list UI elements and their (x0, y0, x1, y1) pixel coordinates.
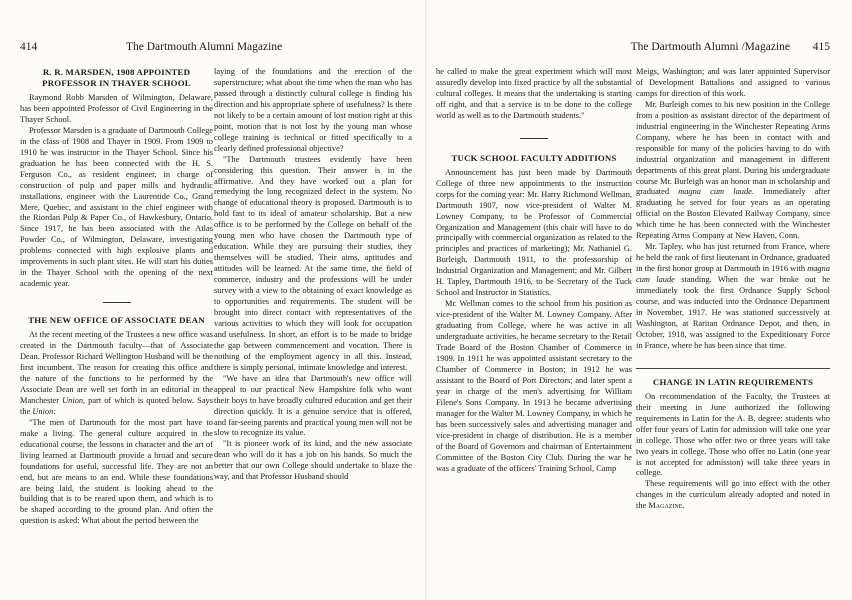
italic-text: Union, (62, 395, 86, 405)
article-paragraph: On recommendation of the Faculty, the Trustees at their meeting in June authorized the following requirements in Latin for the A. B. degree: students who offer four years of Latin for admission will take one year in college. Those who offer two or three years will take two years in college. Those who offer no Latin (one year is not accepted for admission) will take three years in college. (636, 391, 830, 478)
text-run: At the recent meeting of the Trustees a new office was created in the Dartmouth faculty—that of Associate Dean. Professor Richard Wellington Husband will be the first incumbent. The reason for creating this office and the nature of the functions to be performed by the Associate Dean are well set forth in an editorial in the Manchester (20, 330, 213, 405)
article-paragraph: be called to make the great experiment which will most assuredly develop into fixed practice by all the substantial cultural colleges. It means that the undertaking is starting off right, and that a service is to be done to the college world as well as to the Dartmouth students." (436, 67, 632, 120)
running-head-right (438, 40, 830, 54)
article-paragraph (636, 479, 830, 512)
section-divider (103, 302, 131, 303)
section-divider (520, 138, 548, 139)
right-column-1 (436, 67, 632, 474)
italic-text: Union: (32, 406, 57, 416)
text-run: standing. When the war broke out he immediately took the first Ordnance Supply School course, and was inducted into the Ordnance Department in November, 1917. He was stationed successively at Washington, at Raritan Ordnance Depot, and then, in October, 1918, was assigned to the Expeditionary Force in France, where he has been since that time. (636, 275, 831, 350)
article-paragraph: Mr. Wellman comes to the school from his position as vice-president of the Walter M. Lowney Company. After graduating from College, where he was active in all undergraduate activities, he became secretary to the Retail Trade Board of the Boston Chamber of Commerce in 1909. In 1911 he was appointed assistant secretary to the Chamber of Commerce in Boston; in 1912 he was assistant to the Board of Port Directors; and later spent a year in charge of the men's advertising for William Filene's Sons Company. In 1913 he became advertising manager for the Walter M. Lowney Company, in which he has been successively sales and advertising manager and vice-president in charge of distribution. He is a member of the Board of Governors and chairman of Entertainment Committee of the Boston City Club. During the war he was a graduate of the officers' Training School, Camp (436, 299, 632, 473)
text-run: These requirements will go into effect with the other changes in the curriculum already adopted and noted in the (636, 479, 830, 511)
article-paragraph: Announcement has just been made by Dartmouth College of three new appointments to the instruction corps for the coming year: Mr. Harry Richmond Wellman, Dartmouth 1907, now vice-president of Walter M. Lowney Company, to be Professor of Commercial Organization and Management (this chair will have to do principally with commercial organization as related to the principles and practices of marketing); Mr. Nathaniel G. Burleigh, Dartmouth 1911, to the professorship of Industrial Organization and Management; and Mr. Gilbert H. Tapley, Dartmouth 1916, to be Secretary of the Tuck School and Instructor in Statistics. (436, 167, 632, 298)
article-paragraph: "The men of Dartmouth for the most part have to make a living. The general culture acquired in the educational course, the lessons in character and the art of living learned at Dartmouth provide a broad and secure foundations for useful, successful life. They are not an end, but are means to an end. While these foundations are being laid, the student is looking ahead to the building that is to be reared upon them, and which is to be shaped according to the ground plan. And often the question is asked: What about the period between the (20, 417, 213, 526)
article-paragraph (636, 100, 830, 242)
text-run: Mr. Tapley, who has just returned from France, where he held the rank of first lieutenant in Ordnance, graduated in the first honor group at Dartmouth in 1916 with (636, 242, 830, 274)
running-title-left: The Dartmouth Alumni Magazine (126, 41, 283, 53)
section-divider (636, 368, 830, 369)
article-paragraph: "It is pioneer work of its kind, and the new associate dean who will do it has a job on his hands. So much the better that our own College should undertake to blaze the way, and that Professor Husband should (214, 439, 412, 482)
small-caps-text: Magazine. (648, 501, 685, 511)
article-title-associate-dean: THE NEW OFFICE OF ASSOCIATE DEAN (28, 315, 205, 326)
article-title-latin: CHANGE IN LATIN REQUIREMENTS (652, 376, 814, 387)
text-run: part of which is quoted below. Says the (20, 395, 213, 416)
article-paragraph: Raymond Robb Marsden of Wilmington, Delaware, has been appointed Professor of Civil Engineering in the Thayer School. (20, 93, 213, 124)
left-column-2 (214, 67, 412, 483)
article-paragraph: laying of the foundations and the erection of the superstructure; what about the time when the man who has passed through a distinctly cultural college is finding his direction and his appropriate sphere of usefulness? Is there not likely to be a certain amount of lost motion right at this point, motion that is not lost by the young man whose college training is technical or fitted specifically to a clearly defined professional objective? (214, 67, 412, 153)
text-run: Immediately after graduating he served for four years as an operating official on the Boston Elevated Railway Company, since which time he has been connected with the Winchester Repeating Arms Company at New Haven, Conn. (636, 187, 830, 241)
article-paragraph: "The Dartmouth trustees evidently have been considering this question. Their answer is in the affirmative. And they have worked out a plan for remedying the long recognized defect in the system. No change of educational theory is proposed. Dartmouth is to hold fast to its ideal of amateur scholarship. But a new office is to be performed by the College on behalf of the young men who have chosen the Dartmouth type of education. While they are pursuing their studies, they themselves will be studied. Their aims, aptitudes and attitudes will be learned. At the same time, the field of commerce, industry and the professions will be under survey with a view to the obtaining of exact knowledge as to opportunities and requirements. The student will be brought into direct contact with representatives of the various activities to which they will look for occupation and usefulness. In short, an effort is to be made to bridge the gap between commencement and vocation. There is nothing of the employment agency in all this. Instead, there is simply personal, intimate knowledge and interest. (214, 154, 412, 372)
article-paragraph (636, 242, 830, 352)
italic-text: magna cum laude. (678, 187, 754, 197)
article-title-marsden: R. R. MARSDEN, 1908 APPOINTED PROFESSOR IN THAYER SCHOOL (42, 67, 191, 88)
text-run: Mr. Burleigh comes to his new position in the College from a position as assistant director of the department of industrial engineering in the Winchester Repeating Arms Company, where he has been in contact with and responsible for many of the policies having to do with industrial organization and management in different departments of this great plant. During his undergraduate course Mr. Burleigh was an honor man in scholarship and graduated (636, 99, 830, 197)
right-column-2 (636, 67, 830, 512)
page-number-right: 415 (812, 41, 830, 53)
running-head-left (20, 40, 408, 54)
article-title-tuck: TUCK SCHOOL FACULTY ADDITIONS (451, 152, 617, 163)
article-paragraph (20, 330, 213, 418)
article-paragraph: Meigs, Washington; and was later appointed Supervisor of Development Battalions and assigned to various camps for direction of this work. (636, 67, 830, 98)
article-paragraph: "We have an idea that Dartmouth's new office will appeal to our practical New Hampshire folk who want their boys to have broadly cultured education and get their direction quickly. It is a genuine service that is offered, and far-seeing parents and practical young men will not be slow to recognize its value. (214, 373, 412, 438)
left-column-1 (20, 67, 213, 527)
running-title-right: The Dartmouth Alumni /Magazine (630, 41, 790, 53)
page-number-left: 414 (20, 41, 38, 53)
article-paragraph: Professor Marsden is a graduate of Dartmouth College in the class of 1908 and Thayer in 1909. From 1909 to 1910 he was instructor in the Thayer School. Since his graduation he has been connected with the H. S. Ferguson Co., as resident engineer, in charge of construction of pulp and paper mills and hydraulic installations, engineer with the Laurentide Co., Grand Mere, Quebec, and assistant to the chief engineer with the Riordan Pulp & Paper Co., of Hawkesbury, Ontario. Since 1917, he has been associated with the Atlas Powder Co., of Wilmington, Delaware, investigating problems connected with high explosive plants and improvements in such plant sites. He will start his duties in the Thayer School with the opening of the next academic year. (20, 125, 213, 289)
right-page (426, 0, 852, 600)
italic-text: magna cum laude (636, 264, 830, 285)
